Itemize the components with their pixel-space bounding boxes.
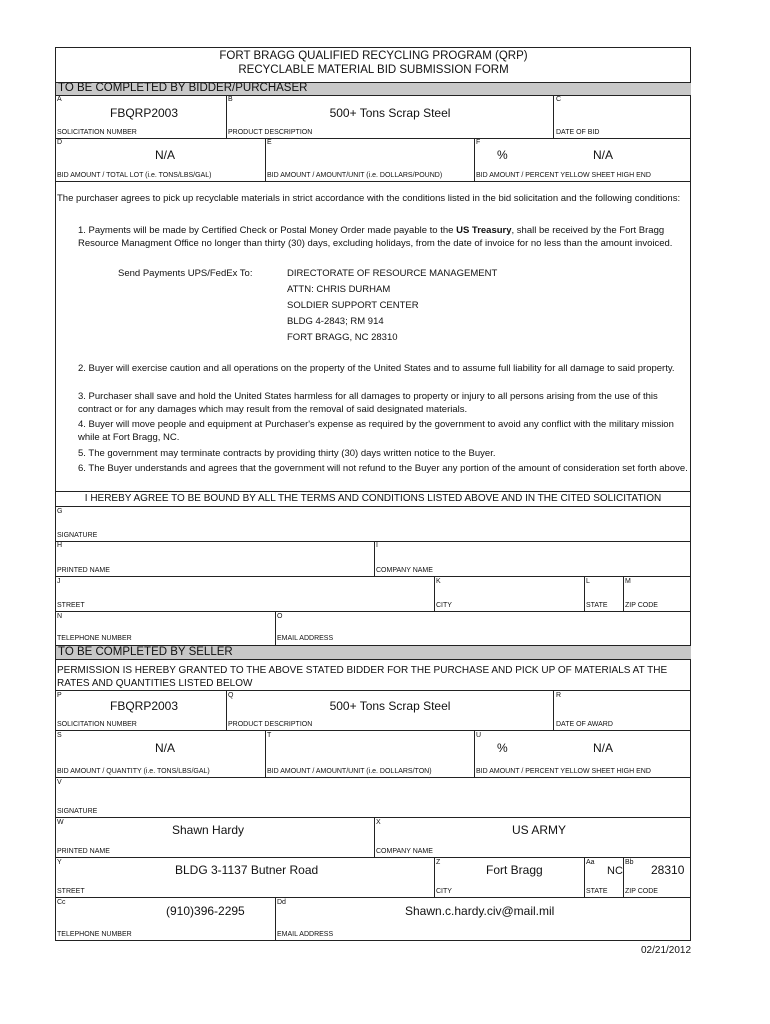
field-letter-z: Z [436,859,441,866]
bidder-telephone-label: TELEPHONE NUMBER [57,635,132,642]
address-line-5: FORT BRAGG, NC 28310 [287,332,398,343]
field-letter-b: B [228,96,233,103]
seller-section-header: TO BE COMPLETED BY SELLER [56,646,691,659]
terms-item-3: 3. Purchaser shall save and hold the United States harmless for all damages to property or injury to all persons arising from the use of this contract or for any damages which may result from the removal of said designated materials. [78,391,658,415]
seller-state-value[interactable]: NC [607,865,623,877]
terms-item-1: 1. Payments will be made by Certified Check or Postal Money Order made payable to the US Treasury, shall be received by the Fort Bragg Resource Managment Office no longer than thirty (30) days, excluding holidays, from the date of invoice for no less than the amount invoiced. [78,225,673,249]
form-title-line1: FORT BRAGG QUALIFIED RECYCLING PROGRAM (QRP) [219,50,528,62]
bidder-state-label: STATE [586,602,608,609]
seller-company-name-label: COMPANY NAME [376,848,433,855]
field-letter-dd: Dd [277,899,286,906]
date-of-bid-label: DATE OF BID [556,129,600,136]
terms-intro: The purchaser agrees to pick up recyclable materials in strict accordance with the conditions listed in the bid solicitation and the following conditions: [57,193,681,204]
field-letter-d: D [57,139,63,146]
seller-solicitation-label: SOLICITATION NUMBER [57,721,137,728]
date-of-award-label: DATE OF AWARD [556,721,613,728]
seller-state-label: STATE [586,888,608,895]
solicitation-number-label: SOLICITATION NUMBER [57,129,137,136]
bidder-section-header: TO BE COMPLETED BY BIDDER/PURCHASER [56,82,691,95]
seller-bid-quantity-label: BID AMOUNT / QUANTITY (i.e. TONS/LBS/GAL) [57,768,210,775]
bid-percent-label: BID AMOUNT / PERCENT YELLOW SHEET HIGH END [476,172,651,179]
field-letter-e: E [267,139,272,146]
bid-amount-unit-label: BID AMOUNT / AMOUNT/UNIT (i.e. DOLLARS/POUND) [267,172,443,179]
seller-bid-quantity-value[interactable]: N/A [155,741,176,755]
address-line-3: SOLDIER SUPPORT CENTER [287,300,419,311]
seller-zip-value[interactable]: 28310 [651,863,685,877]
field-letter-h: H [57,542,63,549]
bid-percent-value[interactable]: N/A [593,148,614,162]
seller-percent-sign: % [497,741,508,755]
field-letter-c: C [556,96,562,103]
seller-bid-percent-value[interactable]: N/A [593,741,614,755]
seller-solicitation-value[interactable]: FBQRP2003 [110,699,179,713]
field-letter-p: P [57,692,62,699]
form-revision-date: 02/21/2012 [641,945,692,956]
field-letter-g: G [57,508,63,515]
seller-telephone-value[interactable]: (910)396-2295 [166,904,245,918]
bidder-printed-name-label: PRINTED NAME [57,567,110,574]
terms-item-2: 2. Buyer will exercise caution and all operations on the property of the United States and to assume full liability for all damage to said property. [78,363,675,374]
bidder-street-label: STREET [57,602,85,609]
field-letter-t: T [267,732,272,739]
seller-bid-unit-label: BID AMOUNT / AMOUNT/UNIT (i.e. DOLLARS/TON) [267,768,432,775]
product-description-value[interactable]: 500+ Tons Scrap Steel [329,106,451,120]
seller-printed-name-label: PRINTED NAME [57,848,110,855]
seller-product-label: PRODUCT DESCRIPTION [228,721,313,728]
product-description-label: PRODUCT DESCRIPTION [228,129,313,136]
field-letter-k: K [436,578,441,585]
bidder-company-name-label: COMPANY NAME [376,567,433,574]
seller-signature-label: SIGNATURE [57,808,98,815]
seller-telephone-label: TELEPHONE NUMBER [57,931,132,938]
field-letter-u: U [476,732,482,739]
field-letter-f: F [476,139,481,146]
address-line-4: BLDG 4-2843; RM 914 [287,316,384,327]
solicitation-number-value[interactable]: FBQRP2003 [110,106,179,120]
bid-total-lot-label: BID AMOUNT / TOTAL LOT (i.e. TONS/LBS/GAL) [57,172,212,179]
field-letter-bb: Bb [625,859,634,866]
terms-item-5: 5. The government may terminate contracts by providing thirty (30) days written notice to the Buyer. [78,448,496,459]
bidder-city-label: CITY [436,602,452,609]
seller-printed-name-value[interactable]: Shawn Hardy [172,823,245,837]
seller-zip-label: ZIP CODE [625,888,658,895]
field-letter-w: W [57,819,64,826]
seller-product-value[interactable]: 500+ Tons Scrap Steel [329,699,451,713]
field-letter-r: R [556,692,562,699]
seller-city-value[interactable]: Fort Bragg [486,863,543,877]
send-payments-label: Send Payments UPS/FedEx To: [118,268,253,279]
seller-street-label: STREET [57,888,85,895]
field-letter-q: Q [228,692,234,699]
field-letter-cc: Cc [57,899,66,906]
seller-email-value[interactable]: Shawn.c.hardy.civ@mail.mil [405,904,555,918]
field-letter-y: Y [57,859,62,866]
form-title-line2: RECYCLABLE MATERIAL BID SUBMISSION FORM [238,64,509,76]
field-letter-x: X [376,819,381,826]
field-letter-i: I [376,542,378,549]
seller-city-label: CITY [436,888,452,895]
agreement-statement: I HEREBY AGREE TO BE BOUND BY ALL THE TERMS AND CONDITIONS LISTED ABOVE AND IN THE CITED SOLICITATION [84,493,662,504]
terms-item-6: 6. The Buyer understands and agrees that the government will not refund to the Buyer any portion of the amount of consideration set forth above. [78,463,688,474]
field-letter-a: A [57,96,62,103]
bid-total-lot-value[interactable]: N/A [155,148,176,162]
field-letter-n: N [57,613,63,620]
seller-email-label: EMAIL ADDRESS [277,931,334,938]
field-letter-m: M [625,578,631,585]
field-letter-j: J [57,578,61,585]
field-letter-s: S [57,732,62,739]
bid-percent-sign: % [497,148,508,162]
seller-street-value[interactable]: BLDG 3-1137 Butner Road [175,863,319,877]
field-letter-l: L [586,578,590,585]
address-line-2: ATTN: CHRIS DURHAM [287,284,391,295]
address-line-1: DIRECTORATE OF RESOURCE MANAGEMENT [287,268,498,279]
field-letter-v: V [57,779,62,786]
bidder-signature-label: SIGNATURE [57,532,98,539]
seller-permission-statement: PERMISSION IS HEREBY GRANTED TO THE ABOVE STATED BIDDER FOR THE PURCHASE AND PICK UP OF MATERIALS AT THE RATES AND QUANTITIES LISTED BELOW [57,665,668,689]
bidder-zip-label: ZIP CODE [625,602,658,609]
bidder-email-label: EMAIL ADDRESS [277,635,334,642]
field-letter-aa: Aa [586,859,595,866]
field-letter-o: O [277,613,283,620]
terms-item-4: 4. Buyer will move people and equipment at Purchaser's expense as required by the government to avoid any conflict with the military mission while at Fort Bragg, NC. [78,419,674,443]
seller-bid-percent-label: BID AMOUNT / PERCENT YELLOW SHEET HIGH END [476,768,651,775]
seller-company-name-value[interactable]: US ARMY [512,823,567,837]
